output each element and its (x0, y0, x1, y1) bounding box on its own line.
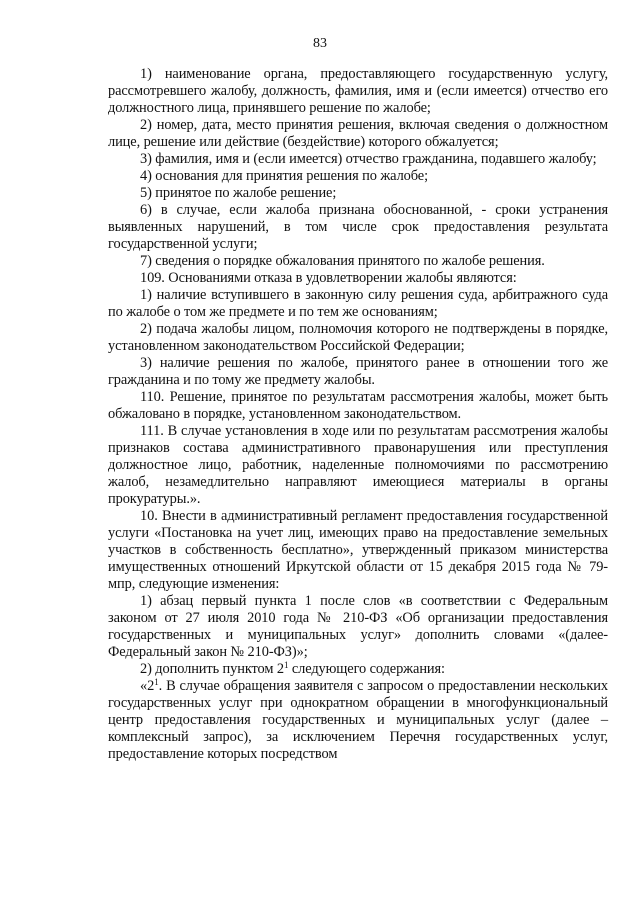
superscript: 1 (154, 677, 159, 687)
document-body (108, 66, 608, 763)
paragraph: 10. Внести в административный регламент предоставления государственной услуги «Постановка на учет лиц, имеющих право на предоставление земельных участков в собственность бесплатно», утвержденный приказом министерства имущественных отношений Иркутской области от 15 декабря 2015 года № 79-мпр, следующие изменения: (108, 508, 608, 592)
paragraph: 3) наличие решения по жалобе, принятого ранее в отношении того же гражданина и по тому же предмету жалобы. (108, 355, 608, 388)
paragraph: 2) подача жалобы лицом, полномочия которого не подтверждены в порядке, установленном законодательством Российской Федерации; (108, 321, 608, 354)
paragraph-text: следующего содержания: (288, 661, 445, 677)
paragraph: 3) фамилия, имя и (если имеется) отчество гражданина, подавшего жалобу; (140, 151, 597, 167)
paragraph: 1) наименование органа, предоставляющего государственную услугу, рассмотревшего жалобу, должность, фамилия, имя и (если имеется) отчество его должностного лица, принявшего решение по жалобе; (108, 66, 608, 116)
superscript: 1 (283, 660, 289, 670)
paragraph: 111. В случае установления в ходе или по результатам рассмотрения жалобы признаков состава административного правонарушения или преступления должностное лицо, работник, наделенные полномочиями по рассмотрению жалоб, незамедлительно направляют имеющиеся материалы в органы прокуратуры.». (108, 423, 608, 507)
paragraph: 110. Решение, принятое по результатам рассмотрения жалобы, может быть обжаловано в порядке, установленном законодательством. (108, 389, 608, 422)
page-number: 83 (313, 36, 327, 51)
paragraph (108, 678, 608, 763)
paragraph-text: «2 (140, 678, 155, 694)
paragraph: 7) сведения о порядке обжалования принятого по жалобе решения. (140, 253, 545, 269)
paragraph-text: . В случае обращения заявителя с запросом о предоставлении нескольких государственных услуг при однократном обращении в многофункциональный центр предоставления государственных и муниципальных услуг (далее – комплексный запрос), за исключением Перечня государственных услуг, предоставление которых посредством (108, 678, 608, 762)
paragraph: 4) основания для принятия решения по жалобе; (140, 168, 428, 184)
paragraph-text: 2) дополнить пунктом 2 (140, 661, 284, 677)
paragraph: 6) в случае, если жалоба признана обоснованной, - сроки устранения выявленных нарушений, в том числе срок предоставления результата государственной услуги; (108, 202, 608, 252)
paragraph: 5) принятое по жалобе решение; (140, 185, 337, 201)
paragraph: 1) наличие вступившего в законную силу решения суда, арбитражного суда по жалобе о том же предмете и по тем же основаниям; (108, 287, 608, 320)
paragraph: 2) номер, дата, место принятия решения, включая сведения о должностном лице, решение или действие (бездействие) которого обжалуется; (108, 117, 608, 150)
paragraph: 109. Основаниями отказа в удовлетворении жалобы являются: (140, 270, 517, 286)
paragraph (108, 661, 608, 678)
paragraph: 1) абзац первый пункта 1 после слов «в соответствии с Федеральным законом от 27 июля 2010 года № 210-ФЗ «Об организации предоставления государственных и муниципальных услуг» дополнить словами «(далее- Федеральный закон № 210-ФЗ)»; (108, 593, 608, 660)
